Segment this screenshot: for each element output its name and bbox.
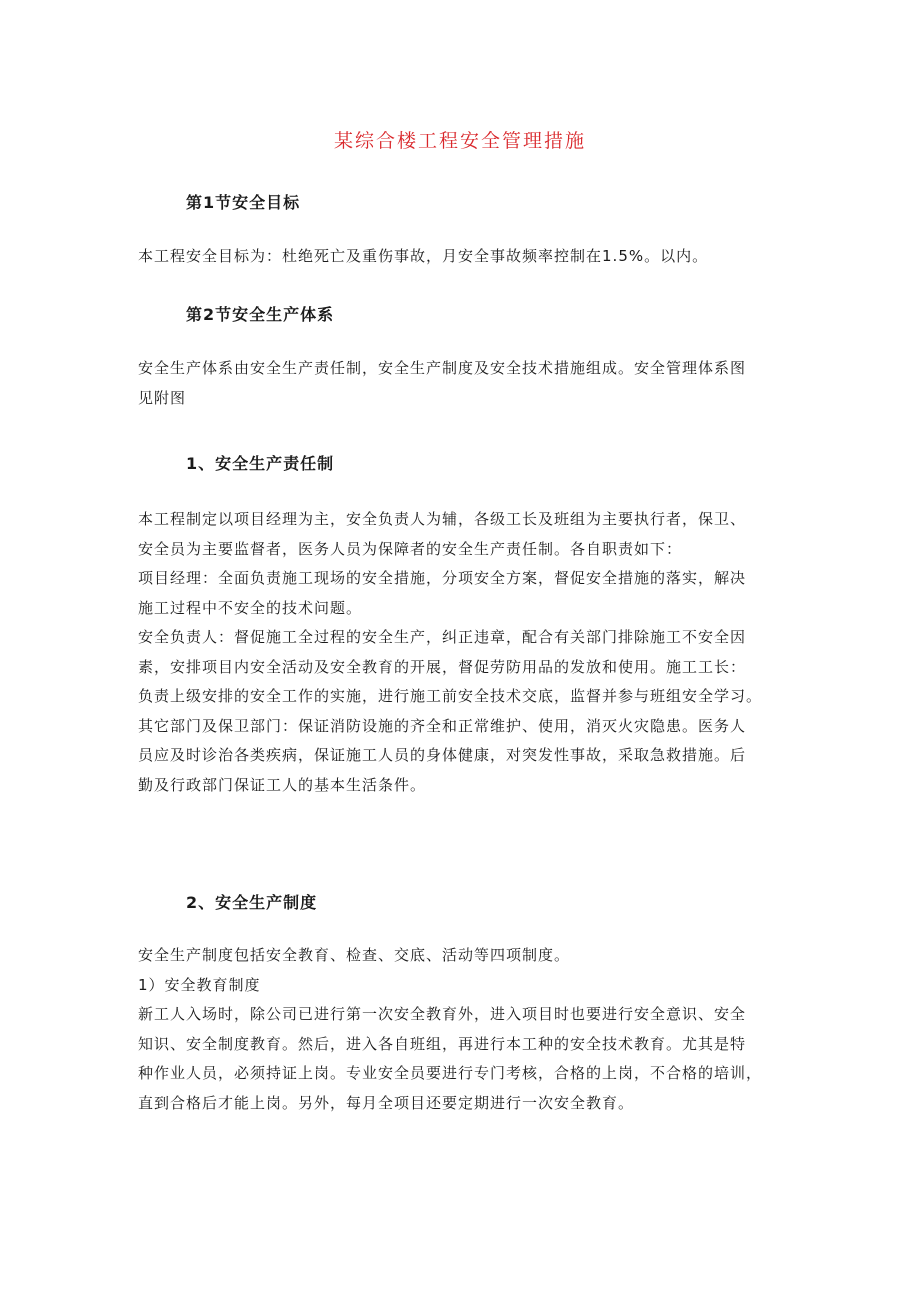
paragraph-line: 种作业人员，必须持证上岗。专业安全员要进行专门考核，合格的上岗，不合格的培训， bbox=[138, 1064, 763, 1082]
subsection-heading-safety-rules: 2、安全生产制度 bbox=[186, 893, 318, 912]
section-heading-safety-goal: 第1节安全目标 bbox=[186, 193, 301, 212]
responsibility-paragraph bbox=[138, 505, 788, 800]
paragraph-line: 安全生产体系由安全生产责任制，安全生产制度及安全技术措施组成。安全管理体系图 bbox=[138, 359, 747, 377]
paragraph-line: 勤及行政部门保证工人的基本生活条件。 bbox=[138, 775, 427, 794]
paragraph-line: 负责上级安排的安全工作的实施，进行施工前安全技术交底，监督并参与班组安全学习。 bbox=[138, 687, 763, 705]
paragraph-line: 新工人入场时，除公司已进行第一次安全教育外，进入项目时也要进行安全意识、安全 bbox=[138, 1005, 747, 1023]
paragraph-line: 其它部门及保卫部门：保证消防设施的齐全和正常维护、使用，消灭火灾隐患。医务人 bbox=[138, 716, 747, 735]
subsection-heading-responsibility: 1、安全生产责任制 bbox=[186, 454, 335, 473]
paragraph-line: 知识、安全制度教育。然后，进入各自班组，再进行本工种的安全技术教育。尤其是特 bbox=[138, 1034, 747, 1053]
paragraph-line: 见附图 bbox=[138, 388, 187, 407]
safety-rules-paragraph bbox=[138, 941, 788, 1118]
paragraph-line: 项目经理：全面负责施工现场的安全措施，分项安全方案，督促安全措施的落实，解决 bbox=[138, 569, 747, 587]
paragraph-line: 本工程安全目标为：杜绝死亡及重伤事故，月安全事故频率控制在1.5%。以内。 bbox=[138, 247, 709, 265]
paragraph-line: 施工过程中不安全的技术问题。 bbox=[138, 598, 363, 617]
paragraph-line: 安全员为主要监督者，医务人员为保障者的安全生产责任制。各自职责如下： bbox=[138, 539, 683, 558]
document-title: 某综合楼工程安全管理措施 bbox=[333, 130, 586, 152]
paragraph-line: 素，安排项目内安全活动及安全教育的开展，督促劳防用品的发放和使用。施工工长： bbox=[138, 657, 747, 676]
section-heading-safety-system: 第2节安全生产体系 bbox=[186, 305, 335, 324]
paragraph-line: 直到合格后才能上岗。另外，每月全项目还要定期进行一次安全教育。 bbox=[138, 1093, 635, 1112]
paragraph-line: 安全负责人：督促施工全过程的安全生产，纠正违章，配合有关部门排除施工不安全因 bbox=[138, 628, 747, 646]
safety-goal-paragraph bbox=[138, 244, 784, 268]
paragraph-line: 安全生产制度包括安全教育、检查、交底、活动等四项制度。 bbox=[138, 946, 571, 964]
paragraph-line: 本工程制定以项目经理为主，安全负责人为辅，各级工长及班组为主要执行者，保卫、 bbox=[138, 510, 747, 528]
paragraph-line: 1）安全教育制度 bbox=[138, 975, 261, 994]
safety-system-paragraph bbox=[138, 354, 788, 413]
paragraph-line: 员应及时诊治各类疾病，保证施工人员的身体健康，对突发性事故，采取急救措施。后 bbox=[138, 746, 747, 764]
